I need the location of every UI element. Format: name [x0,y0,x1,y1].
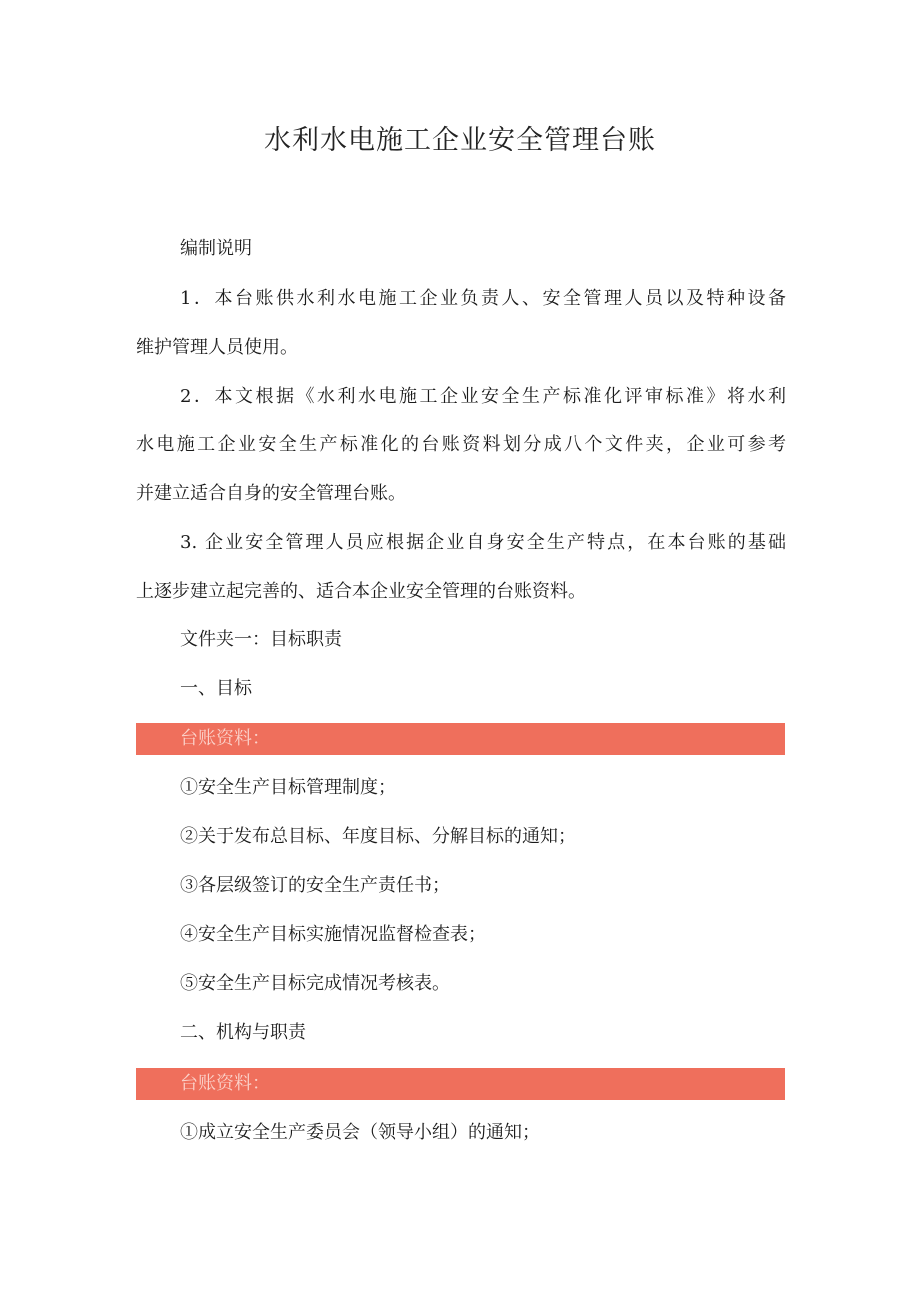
document-title: 水利水电施工企业安全管理台账 [264,125,656,156]
note-2-line-1: 2．本文根据《水利水电施工企业安全生产标准化评审标准》将水利 [180,386,786,407]
note-3-line-2: 上逐步建立起完善的、适合本企业安全管理的台账资料。 [136,581,586,602]
note-2-line-2: 水电施工企业安全生产标准化的台账资料划分成八个文件夹，企业可参考 [136,434,786,455]
note-3-line-1: 3. 企业安全管理人员应根据企业自身安全生产特点，在本台账的基础 [180,532,786,553]
section-2-item-1: ①成立安全生产委员会（领导小组）的通知； [180,1122,540,1143]
note-1-line-2: 维护管理人员使用。 [136,337,298,358]
note-1-line-1: 1．本台账供水利水电施工企业负责人、安全管理人员以及特种设备 [180,288,786,309]
section-1-item-5: ⑤安全生产目标完成情况考核表。 [180,973,450,994]
section-1-item-1: ①安全生产目标管理制度； [180,777,396,798]
section-1-item-4: ④安全生产目标实施情况监督检查表； [180,924,486,945]
section-2-ledger-label: 台账资料： [180,1073,270,1094]
section-1-ledger-label: 台账资料： [180,728,270,749]
section-1-item-3: ③各层级签订的安全生产责任书； [180,875,450,896]
intro-heading: 编制说明 [180,238,252,259]
section-1-heading: 一、目标 [180,678,252,699]
section-1-item-2: ②关于发布总目标、年度目标、分解目标的通知； [180,826,576,847]
note-2-line-3: 并建立适合自身的安全管理台账。 [136,483,406,504]
folder-heading: 文件夹一：目标职责 [180,629,342,650]
section-2-heading: 二、机构与职责 [180,1022,306,1043]
section-2-ledger-band [136,1068,785,1100]
section-1-ledger-band [136,723,785,755]
